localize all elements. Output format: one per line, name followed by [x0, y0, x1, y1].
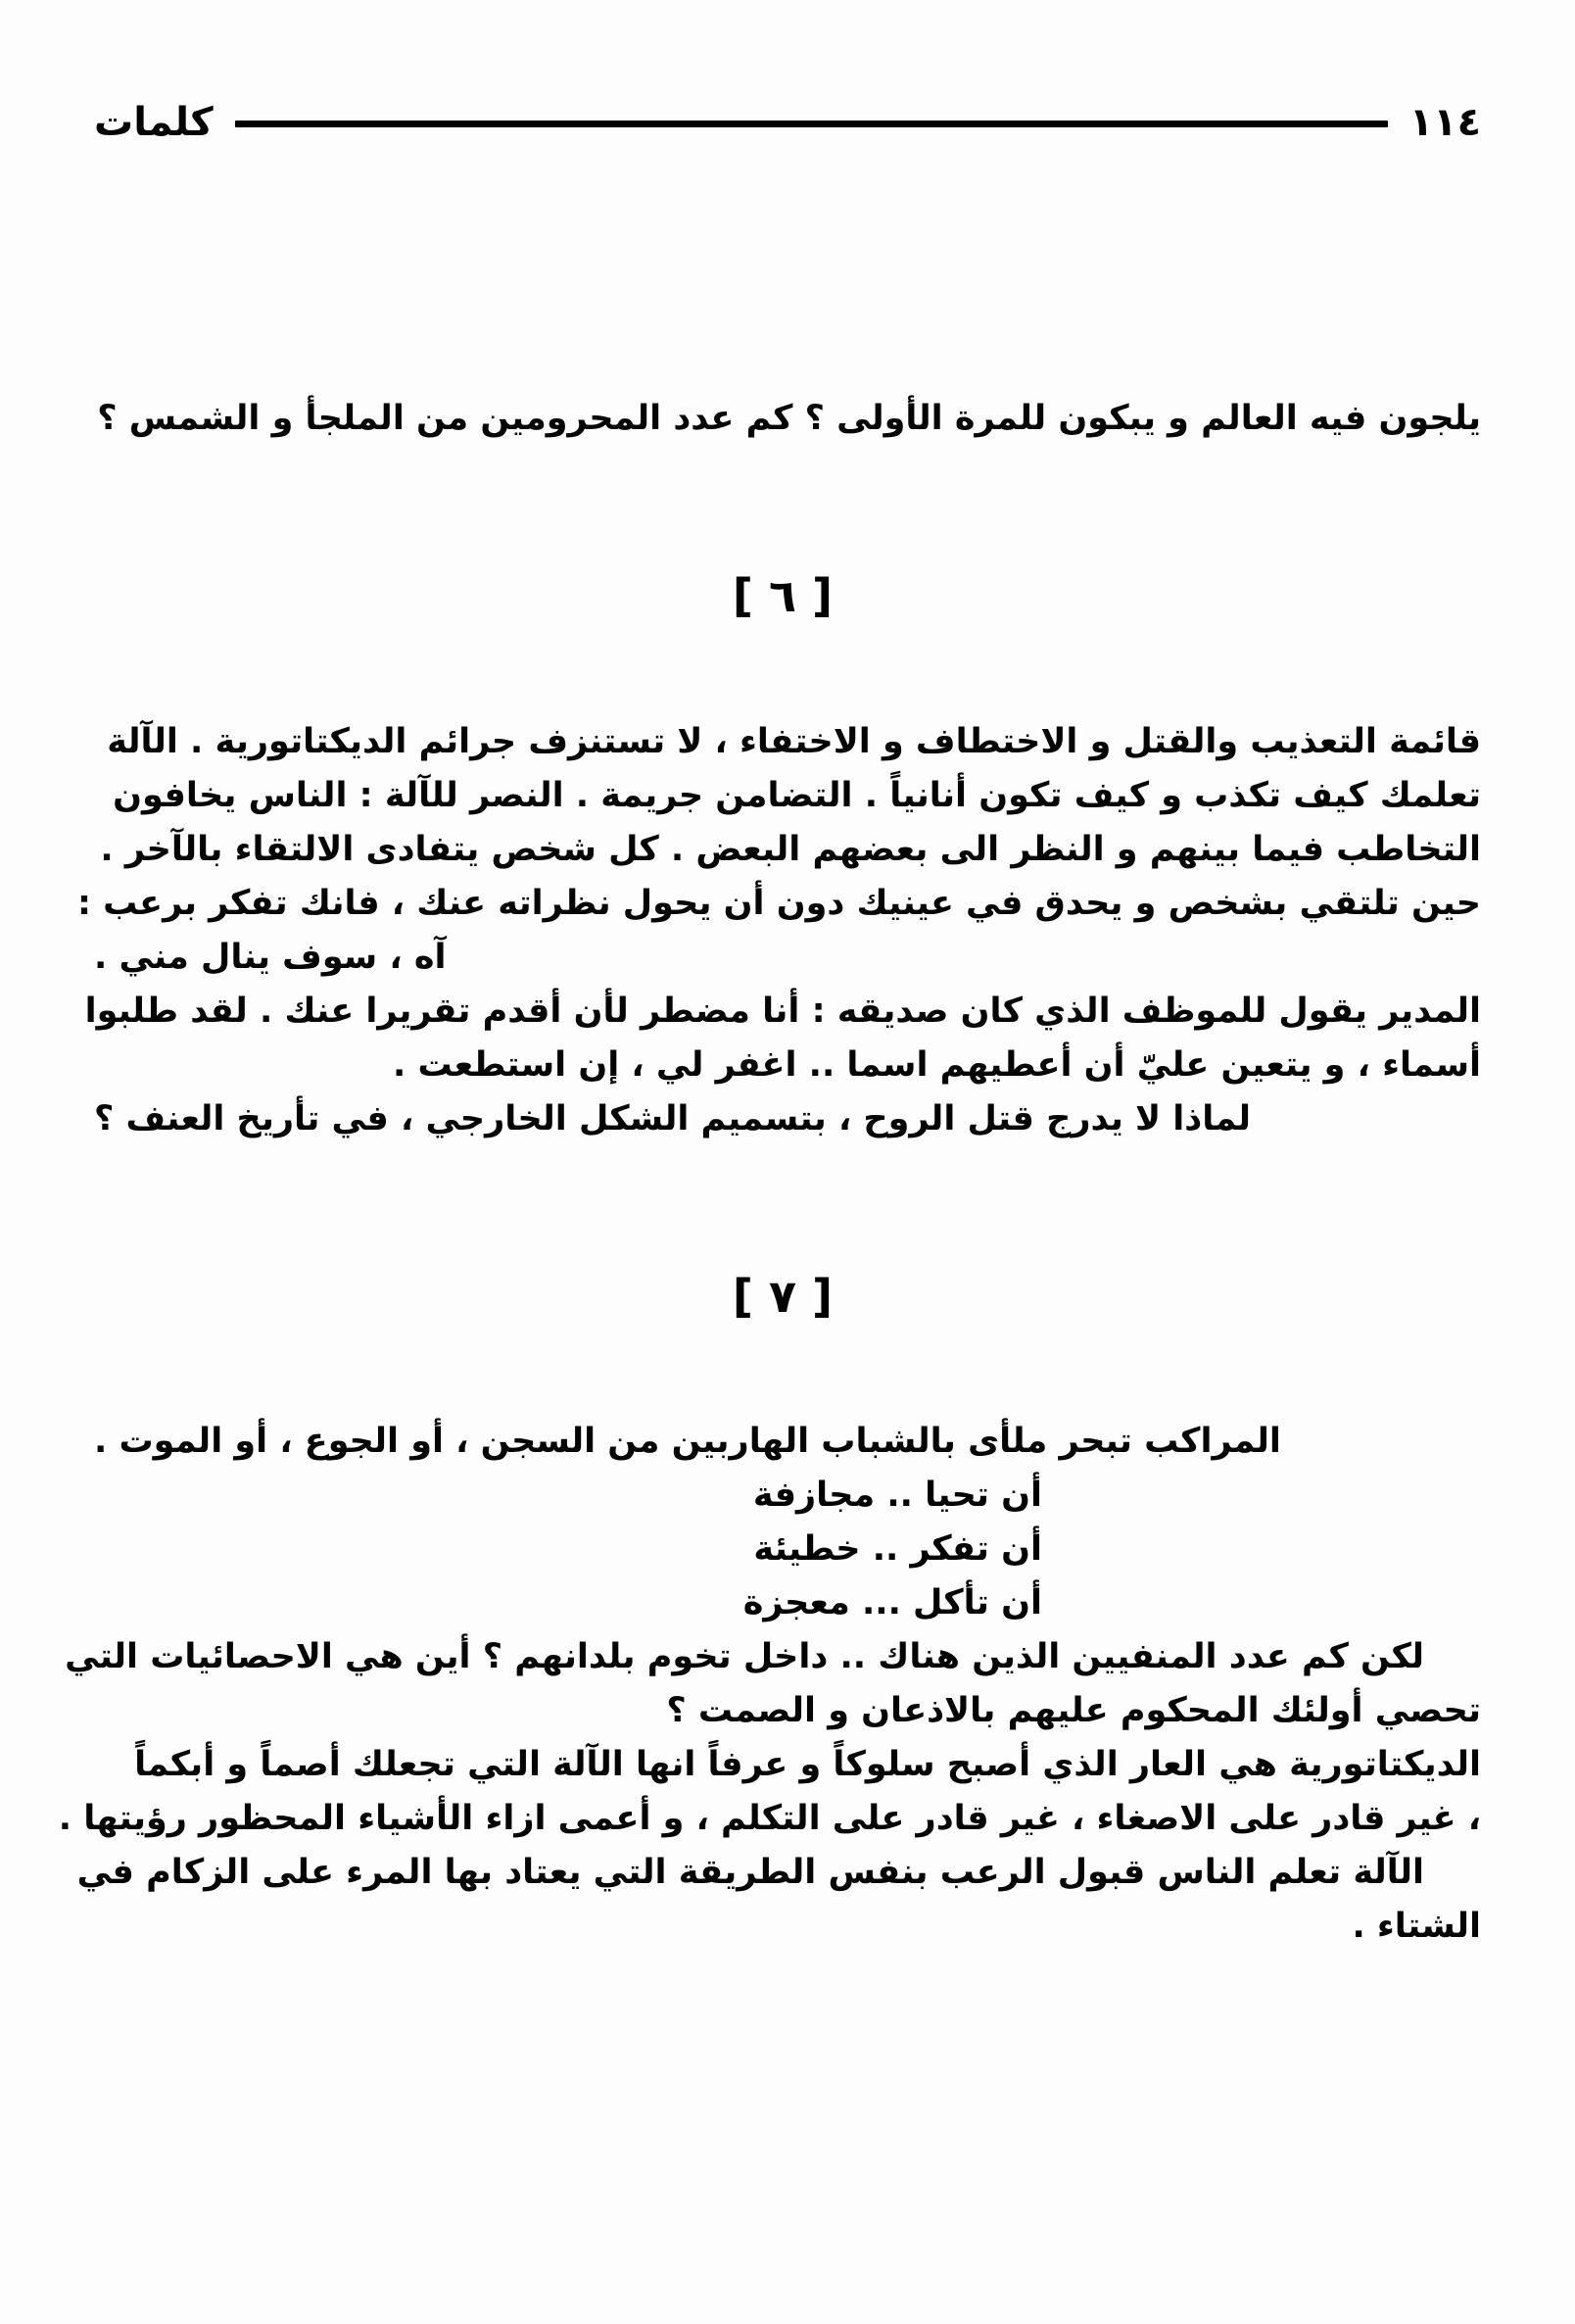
verse-line: أن تحيا .. مجازفة: [752, 1476, 1042, 1516]
text-line: المراكب تبحر ملأى بالشباب الهاربين من السجن ، أو الجوع ، أو الموت .: [94, 1422, 1281, 1462]
text-column: [58, 392, 1481, 1954]
verse-row: [94, 1469, 1481, 1523]
section-6-paragraph-1: [76, 715, 1481, 931]
book-title: كلمات: [94, 100, 214, 145]
section-7-paragraph-4: [76, 1846, 1481, 1954]
text-line: أسماء ، و يتعين عليّ أن أعطيهم اسما .. اغفر لي ، إن استطعت .: [393, 1044, 1481, 1085]
text-line: آه ، سوف ينال مني .: [94, 937, 447, 977]
text-line: لكن كم عدد المنفيين الذين هناك .. داخل تخوم بلدانهم ؟ أين هي الاحصائيات التي: [65, 1637, 1424, 1677]
section-7-paragraph-2: [65, 1630, 1481, 1738]
verse-line: أن تأكل ... معجزة: [742, 1583, 1042, 1623]
section-heading-7: [ ٧ ]: [732, 1269, 834, 1323]
spacer: [94, 621, 1481, 715]
section-7-verses: [94, 1469, 1481, 1630]
section-6-paragraph-4: [94, 1092, 1481, 1146]
spacer: [94, 446, 1481, 571]
intro-paragraph: [94, 392, 1481, 446]
text-line: تحصي أولئك المحكوم عليهم بالاذعان و الصمت ؟: [666, 1691, 1481, 1731]
text-line: المدير يقول للموظف الذي كان صديقه : أنا مضطر لأن أقدم تقريرا عنك . لقد طلبوا: [84, 991, 1481, 1031]
header-rule: [235, 121, 1388, 127]
text-line: الآلة تعلم الناس قبول الرعب بنفس الطريقة التي يعتاد بها المرء على الزكام في: [76, 1853, 1424, 1893]
text-line: لماذا لا يدرج قتل الروح ، بتسميم الشكل الخارجي ، في تأريخ العنف ؟: [94, 1098, 1252, 1138]
section-6-paragraph-3: [84, 985, 1481, 1092]
page-number: ١١٤: [1408, 100, 1481, 145]
section-7-paragraph-1: [94, 1415, 1481, 1469]
text-line: ، غير قادر على الاصغاء ، غير قادر على التكلم ، و أعمى ازاء الأشياء المحظور رؤيتها .: [58, 1799, 1481, 1839]
spacer: [94, 1146, 1481, 1272]
text-line: الديكتاتورية هي العار الذي أصبح سلوكاً و عرفاً انها الآلة التي تجعلك أصماً و أبكماً: [134, 1745, 1481, 1785]
section-6-paragraph-2: [94, 931, 1481, 985]
verse-line: أن تفكر .. خطيئة: [753, 1529, 1042, 1570]
text-line: يلجون فيه العالم و يبكون للمرة الأولى ؟ كم عدد المحرومين من الملجأ و الشمس ؟: [97, 399, 1481, 438]
spacer: [94, 1321, 1481, 1415]
section-heading-6: [ ٦ ]: [732, 569, 834, 622]
verse-row: [94, 1523, 1481, 1576]
text-line: الشتاء .: [1352, 1907, 1481, 1947]
verse-row: [94, 1576, 1481, 1630]
text-line: قائمة التعذيب والقتل و الاختطاف و الاختفاء ، لا تستنزف جرائم الديكتاتورية . الآلة: [107, 721, 1481, 761]
text-line: تعلمك كيف تكذب و كيف تكون أنانياً . التضامن جريمة . النصر للآلة : الناس يخافون: [113, 775, 1481, 815]
section-7-paragraph-3: [58, 1738, 1481, 1846]
running-head: [94, 94, 1481, 157]
text-line: حين تلتقي بشخص و يحدق في عينيك دون أن يحول نظراته عنك ، فانك تفكر برعب :: [76, 883, 1481, 923]
text-line: التخاطب فيما بينهم و النظر الى بعضهم البعض . كل شخص يتفادى الالتقاء بالآخر .: [100, 829, 1481, 869]
